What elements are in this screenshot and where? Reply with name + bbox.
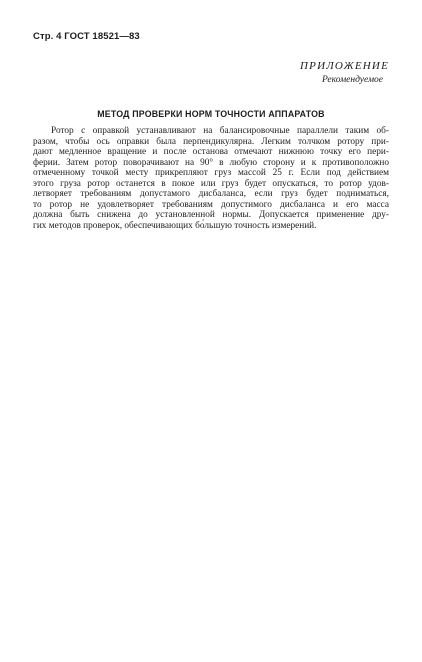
body-line: гих методов проверок, обеспечивающих бо́льшую точность измерений. (33, 220, 317, 231)
body-line: должна быть снижена до установленной нормы. Допускается применение дру- (33, 210, 389, 220)
body-line: этого груза ротор останется в покое или груз будет опускаться, то ротор удов- (33, 178, 389, 189)
appendix-label (300, 59, 389, 86)
page-header: Стр. 4 ГОСТ 18521—83 (33, 31, 140, 42)
appendix-title: ПРИЛОЖЕНИЕ (300, 60, 389, 72)
body-line: Ротор с оправкой устанавливают на балансировочные параллели таким об- (51, 126, 389, 136)
body-line: ферии. Затем ротор поворачивают на 90° в любую сторону и к противоположно (33, 157, 389, 168)
body-line: дают медленное вращение и после останова отмечают нижнюю точку его пери- (33, 147, 389, 157)
body-paragraph (33, 126, 389, 231)
section-title: МЕТОД ПРОВЕРКИ НОРМ ТОЧНОСТИ АППАРАТОВ (97, 109, 325, 119)
body-line: отмеченному точкой месту прикрепляют груз массой 25 г. Если под действием (33, 168, 389, 178)
body-line: летворяет требованиям допустамого дисбаланса, если груз будет подниматься, (33, 189, 389, 199)
body-line: то ротор не удовлетворяет требованиям допустимого дисбаланса и его масса (33, 199, 389, 210)
body-line: разом, чтобы ось оправки была перпендикулярна. Легким толчком ротору при- (33, 136, 389, 147)
appendix-subtitle: Рекомендуемое (321, 75, 383, 85)
